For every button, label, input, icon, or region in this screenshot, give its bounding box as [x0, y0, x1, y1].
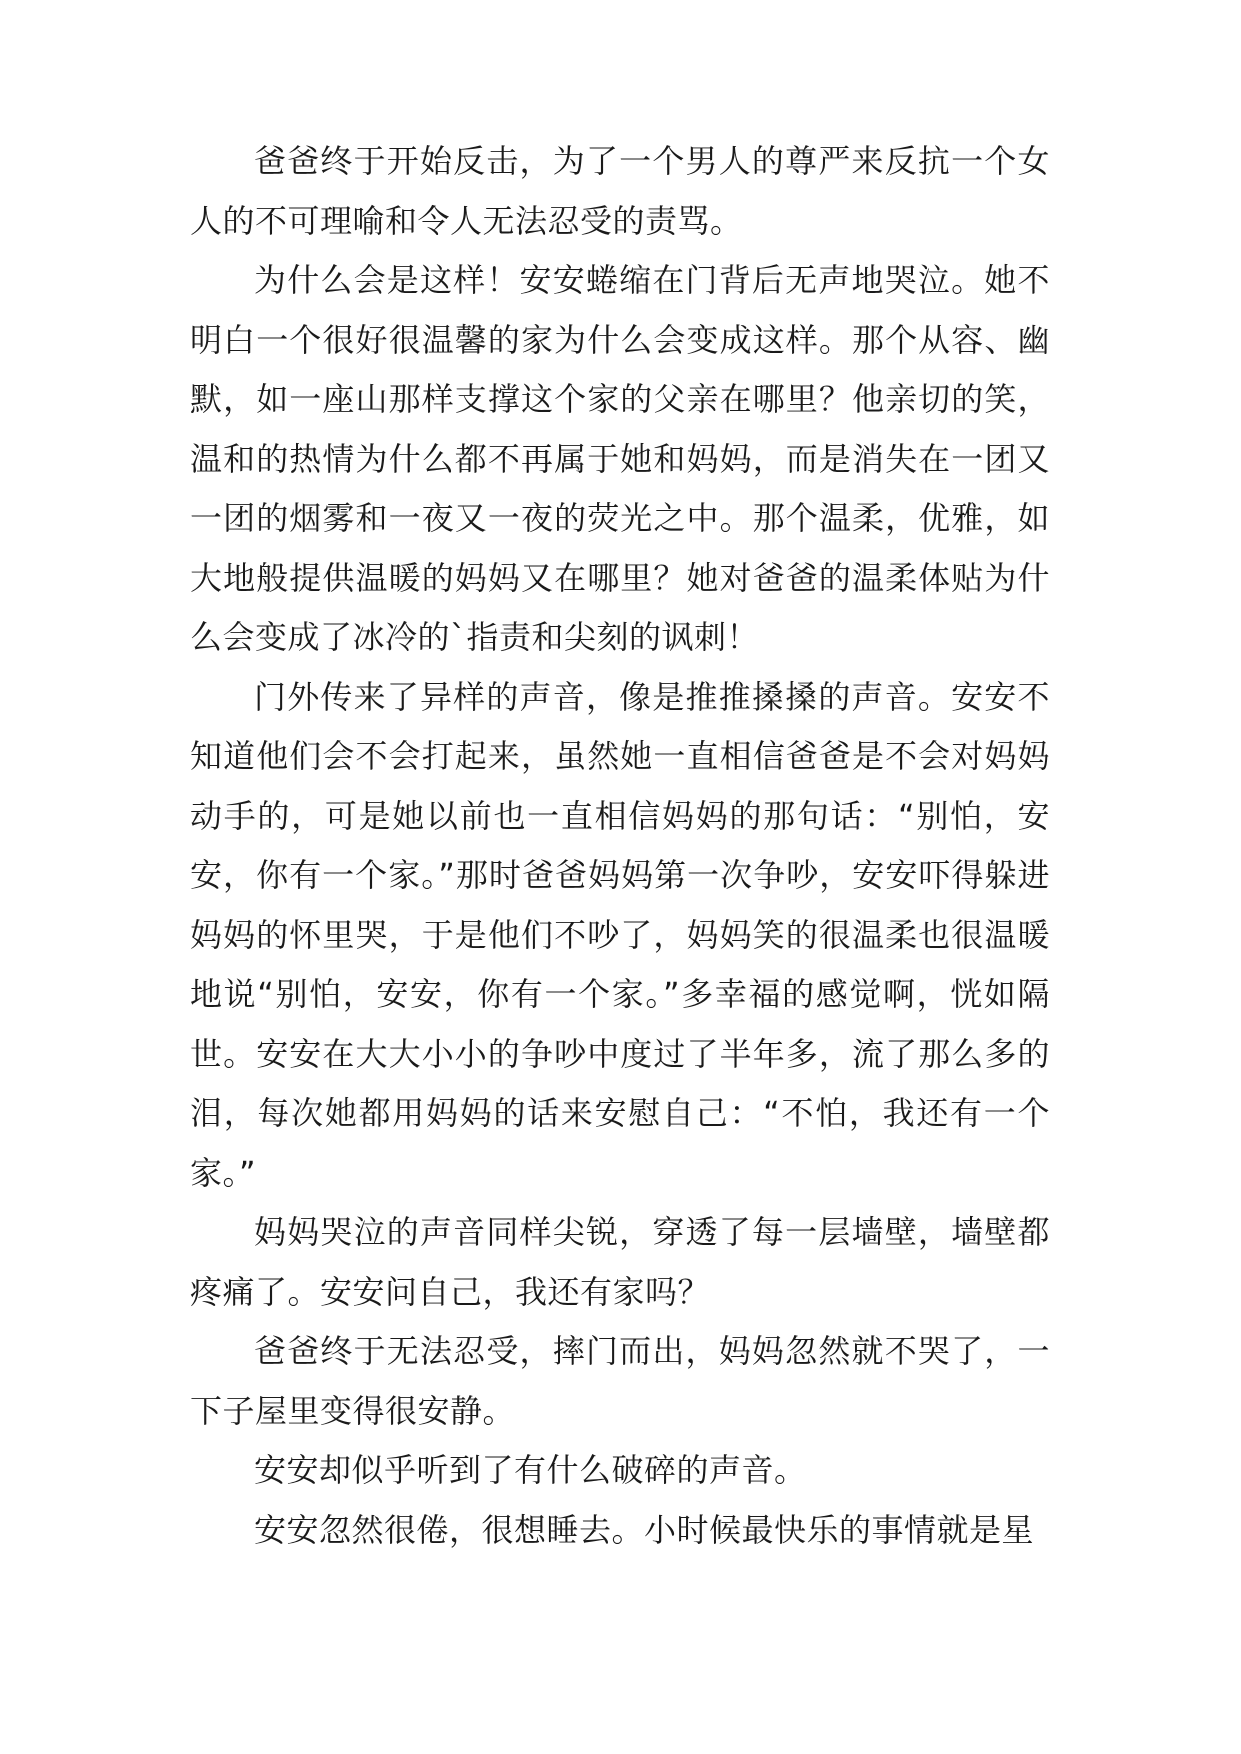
paragraph: 门外传来了异样的声音，像是推推搡搡的声音。安安不知道他们会不会打起来，虽然她一直相信爸爸是不会对妈妈动手的，可是她以前也一直相信妈妈的那句话：“别怕，安安，你有一个家。”那时爸爸妈妈第一次争吵，安安吓得躲进妈妈的怀里哭，于是他们不吵了，妈妈笑的很温柔也很温暖地说“别怕，安安，你有一个家。”多幸福的感觉啊，恍如隔世。安安在大大小小的争吵中度过了半年多，流了那么多的泪，每次她都用妈妈的话来安慰自己：“不怕，我还有一个家。”	[190, 677, 1050, 1192]
paragraph: 为什么会是这样！安安蜷缩在门背后无声地哭泣。她不明白一个很好很温馨的家为什么会变成这样。那个从容、幽默，如一座山那样支撑这个家的父亲在哪里？他亲切的笑，温和的热情为什么都不再属于她和妈妈，而是消失在一团又一团的烟雾和一夜又一夜的荧光之中。那个温柔，优雅，如大地般提供温暖的妈妈又在哪里？她对爸爸的温柔体贴为什么会变成了冰冷的`指责和尖刻的讽刺！	[190, 261, 1050, 656]
paragraph: 妈妈哭泣的声音同样尖锐，穿透了每一层墙壁，墙壁都疼痛了。安安问自己，我还有家吗？	[190, 1213, 1050, 1311]
paragraph: 安安却似乎听到了有什么破碎的声音。	[254, 1451, 807, 1489]
paragraph: 安安忽然很倦，很想睡去。小时候最快乐的事情就是星	[254, 1510, 1035, 1549]
body-text	[190, 132, 1050, 1560]
paragraph: 爸爸终于无法忍受，摔门而出，妈妈忽然就不哭了，一下子屋里变得很安静。	[190, 1332, 1050, 1430]
paragraph: 爸爸终于开始反击，为了一个男人的尊严来反抗一个女人的不可理喻和令人无法忍受的责骂。	[190, 142, 1050, 240]
